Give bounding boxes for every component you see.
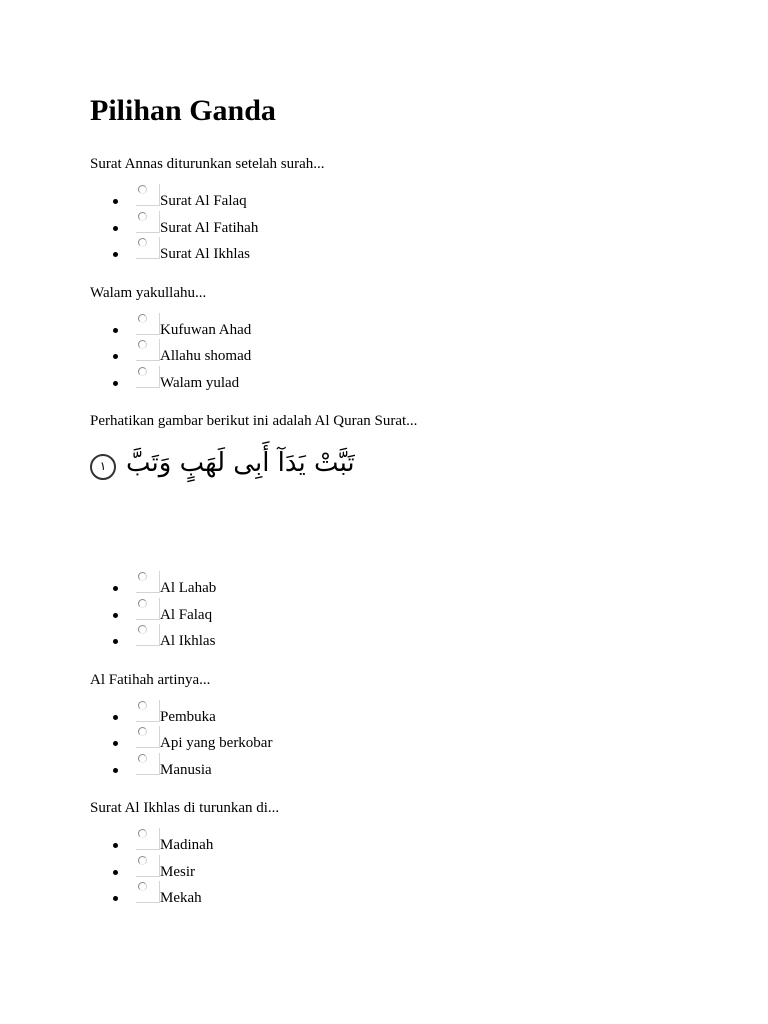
option-label: Mekah xyxy=(160,890,202,906)
bullet-icon xyxy=(113,870,118,875)
radio-circle-icon xyxy=(138,856,147,865)
bullet-icon xyxy=(113,354,118,359)
bullet-icon xyxy=(113,252,118,257)
arabic-verse: تَبَّتْ يَدَآ أَبِى لَهَبٍ وَتَبَّ xyxy=(126,448,355,478)
option-item[interactable] xyxy=(90,757,730,784)
radio-button[interactable] xyxy=(136,211,160,233)
radio-circle-icon xyxy=(138,701,147,710)
radio-circle-icon xyxy=(138,599,147,608)
radio-button[interactable] xyxy=(136,237,160,259)
radio-circle-icon xyxy=(138,314,147,323)
option-label: Al Lahab xyxy=(160,580,217,596)
bullet-icon xyxy=(113,896,118,901)
bullet-icon xyxy=(113,226,118,231)
option-label: Manusia xyxy=(160,761,212,778)
option-item[interactable] xyxy=(90,832,730,859)
option-item[interactable] xyxy=(90,859,730,886)
option-item[interactable] xyxy=(90,370,730,397)
question-text: Perhatikan gambar berikut ini adalah Al Quran Surat... xyxy=(90,413,418,429)
page-title: Pilihan Ganda xyxy=(90,94,276,127)
radio-circle-icon xyxy=(138,882,147,891)
option-list xyxy=(90,188,730,268)
radio-button[interactable] xyxy=(136,571,160,593)
option-item[interactable] xyxy=(90,730,730,757)
option-item[interactable] xyxy=(90,241,730,268)
option-item[interactable] xyxy=(90,317,730,344)
option-item[interactable] xyxy=(90,628,730,655)
option-label: Mesir xyxy=(160,863,195,880)
option-item[interactable] xyxy=(90,704,730,731)
option-label: Surat Al Ikhlas xyxy=(160,246,250,262)
radio-button[interactable] xyxy=(136,366,160,388)
radio-button[interactable] xyxy=(136,881,160,903)
option-label: Surat Al Fatihah xyxy=(160,219,259,236)
option-label: Pembuka xyxy=(160,708,216,725)
radio-circle-icon xyxy=(138,829,147,838)
bullet-icon xyxy=(113,328,118,333)
bullet-icon xyxy=(113,741,118,746)
radio-circle-icon xyxy=(138,572,147,581)
radio-button[interactable] xyxy=(136,726,160,748)
radio-circle-icon xyxy=(138,727,147,736)
option-list xyxy=(90,704,730,784)
radio-circle-icon xyxy=(138,238,147,247)
radio-circle-icon xyxy=(138,625,147,634)
bullet-icon xyxy=(113,199,118,204)
radio-button[interactable] xyxy=(136,624,160,646)
radio-button[interactable] xyxy=(136,828,160,850)
option-label: Api yang berkobar xyxy=(160,735,273,751)
ayah-number-marker: ١ xyxy=(90,454,116,480)
bullet-icon xyxy=(113,586,118,591)
bullet-icon xyxy=(113,843,118,848)
option-item[interactable] xyxy=(90,575,730,602)
radio-button[interactable] xyxy=(136,753,160,775)
radio-circle-icon xyxy=(138,185,147,194)
option-list xyxy=(90,317,730,397)
option-item[interactable] xyxy=(90,215,730,242)
bullet-icon xyxy=(113,639,118,644)
question-text: Surat Annas diturunkan setelah surah... xyxy=(90,156,325,172)
radio-button[interactable] xyxy=(136,339,160,361)
option-item[interactable] xyxy=(90,885,730,912)
option-item[interactable] xyxy=(90,188,730,215)
question-text: Surat Al Ikhlas di turunkan di... xyxy=(90,800,280,816)
question-text: Walam yakullahu... xyxy=(90,284,207,301)
radio-circle-icon xyxy=(138,212,147,221)
bullet-icon xyxy=(113,715,118,720)
quran-verse-image xyxy=(90,443,730,561)
radio-button[interactable] xyxy=(136,313,160,335)
option-label: Al Ikhlas xyxy=(160,633,216,649)
radio-circle-icon xyxy=(138,754,147,763)
quiz-page xyxy=(90,93,730,927)
bullet-icon xyxy=(113,613,118,618)
option-list xyxy=(90,575,730,655)
radio-button[interactable] xyxy=(136,855,160,877)
option-label: Al Falaq xyxy=(160,606,213,623)
option-label: Surat Al Falaq xyxy=(160,193,247,209)
radio-button[interactable] xyxy=(136,184,160,206)
radio-button[interactable] xyxy=(136,598,160,620)
question-text: Al Fatihah artinya... xyxy=(90,671,211,688)
bullet-icon xyxy=(113,381,118,386)
option-item[interactable] xyxy=(90,602,730,629)
option-list xyxy=(90,832,730,912)
radio-button[interactable] xyxy=(136,700,160,722)
option-label: Allahu shomad xyxy=(160,348,252,364)
bullet-icon xyxy=(113,768,118,773)
radio-circle-icon xyxy=(138,367,147,376)
option-label: Walam yulad xyxy=(160,374,240,391)
option-label: Kufuwan Ahad xyxy=(160,321,252,338)
option-item[interactable] xyxy=(90,343,730,370)
option-label: Madinah xyxy=(160,837,214,853)
radio-circle-icon xyxy=(138,340,147,349)
